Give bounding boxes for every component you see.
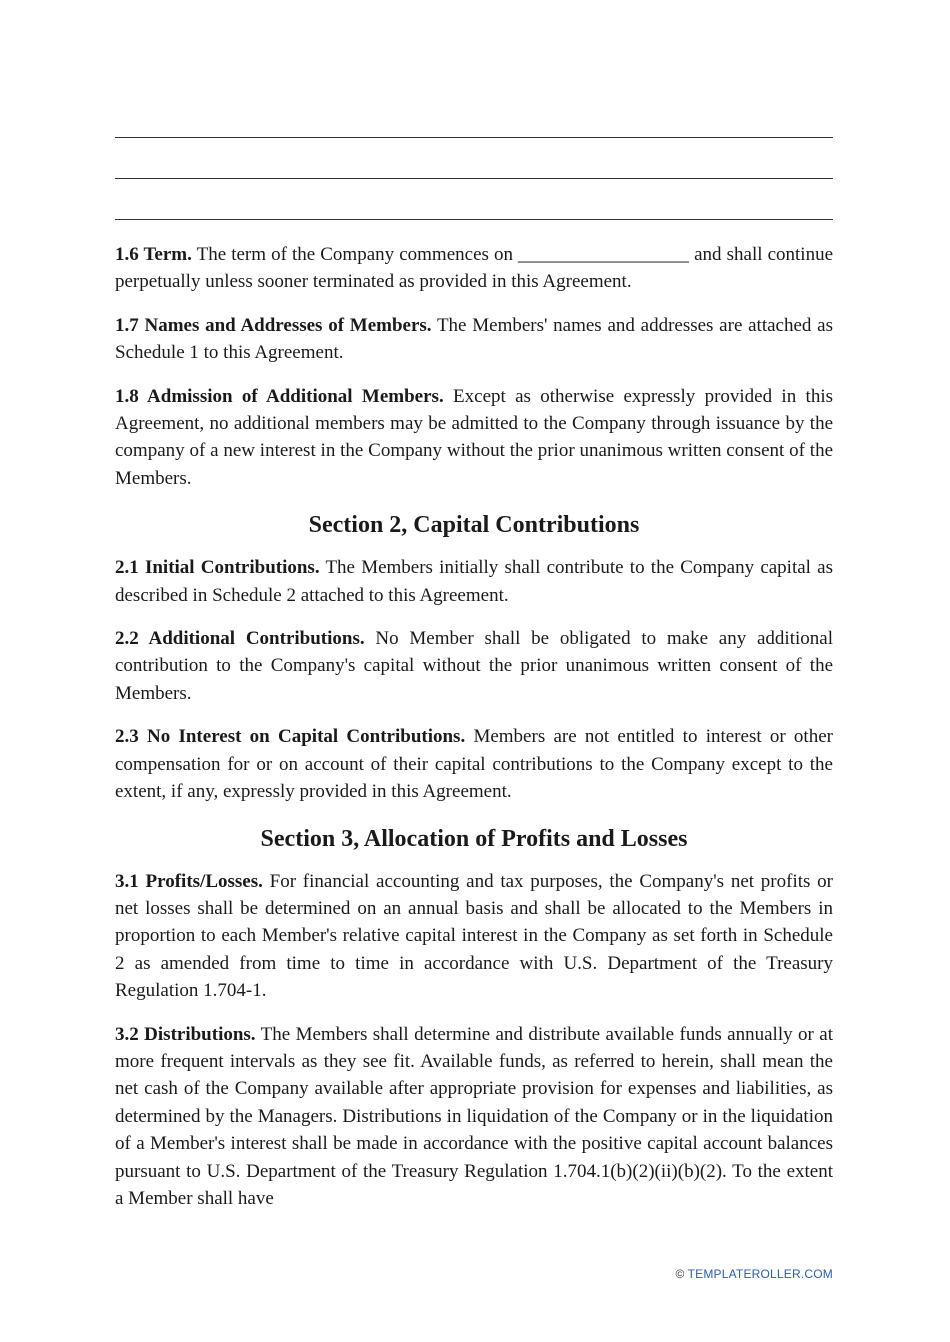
- clause-heading: 3.2 Distributions.: [115, 1023, 256, 1045]
- clause-text: For financial accounting and tax purposes, the Company's net profits or net losses shall be determined on an annual basis and shall be allocated to the Members in proportion to each Member's relative capital interest in the Company as set forth in Schedule 2 as amended from time to time in accordance with U.S. Department of the Treasury Regulation 1.704-1.: [115, 870, 833, 1002]
- clause-2-1: [115, 554, 833, 609]
- clause-heading: 1.6 Term.: [115, 244, 192, 265]
- clause-text: Members are not entitled to interest or other compensation for or on account of their capital contributions to the Company except to the extent, if any, expressly provided in this Agreement.: [115, 726, 833, 803]
- clause-text: The Members shall determine and distribute available funds annually or at more frequent intervals as they see fit. Available funds, as referred to herein, shall mean the net cash of the Company available after appropriate provision for expenses and liabilities, as determined by the Managers. Distributions in liquidation of the Company or in the liquidation of a Member's interest shall be made in accordance with the positive capital account balances pursuant to U.S. Department of the Treasury Regulation 1.704.1(b)(2)(ii)(b)(2). To the extent a Member shall have: [115, 1023, 833, 1209]
- clause-text: The Members initially shall contribute to the Company capital as described in Schedule 2 attached to this Agreement.: [115, 557, 833, 606]
- clause-text: Except as otherwise expressly provided in this Agreement, no additional members may be admitted to the Company through issuance by the company of a new interest in the Company without the prior unanimous written consent of the Members.: [115, 385, 833, 489]
- section-3-title: Section 3, Allocation of Profits and Losses: [260, 825, 688, 852]
- clause-1-8: [115, 383, 833, 493]
- clause-1-6: [115, 241, 833, 296]
- section-2-title: Section 2, Capital Contributions: [308, 512, 640, 539]
- copyright-icon: ©: [675, 1267, 685, 1281]
- clause-2-3: [115, 723, 833, 805]
- clause-heading: 2.2 Additional Contributions.: [115, 628, 365, 650]
- clause-3-2: [115, 1021, 833, 1213]
- clause-heading: 2.3 No Interest on Capital Contributions.: [115, 726, 466, 748]
- clause-2-2: [115, 625, 833, 707]
- clause-text: No Member shall be obligated to make any additional contribution to the Company's capital without the prior unanimous written consent of the Members.: [115, 628, 833, 704]
- document-page: [115, 118, 833, 1228]
- blank-fill-line: [115, 159, 833, 179]
- clause-heading: 1.8 Admission of Additional Members.: [115, 385, 444, 407]
- clause-heading: 2.1 Initial Contributions.: [115, 557, 320, 579]
- clause-3-1: [115, 868, 833, 1005]
- blank-fill-line: [115, 118, 833, 138]
- clause-text: The Members' names and addresses are attached as Schedule 1 to this Agreement.: [115, 314, 833, 364]
- clause-heading: 1.7 Names and Addresses of Members.: [115, 314, 432, 336]
- clause-text: The term of the Company commences on __________________ and shall continue perpetually unless sooner terminated as provided in this Agreement.: [115, 244, 833, 293]
- clause-1-7: [115, 312, 833, 367]
- footer-link[interactable]: [676, 1267, 833, 1281]
- blank-fill-line: [115, 200, 833, 220]
- footer-site-text[interactable]: TEMPLATEROLLER.COM: [687, 1267, 833, 1281]
- clause-heading: 3.1 Profits/Losses.: [115, 870, 263, 892]
